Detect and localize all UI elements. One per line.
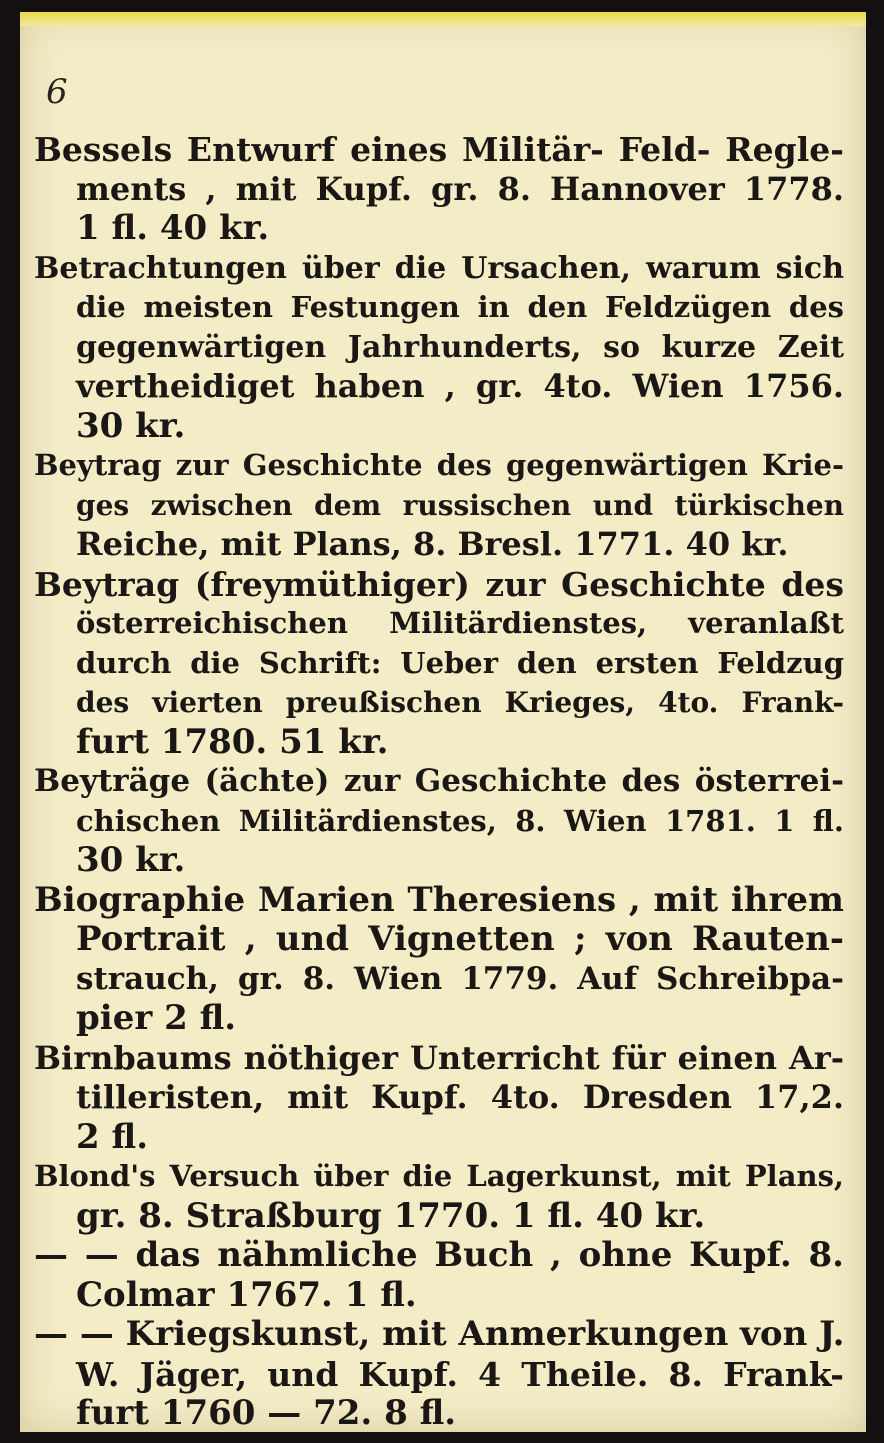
entry-line: tilleristen, mit Kupf. 4to. Dresden 17,2. bbox=[76, 1078, 844, 1116]
entry-line: vertheidiget haben , gr. 4to. Wien 1756. bbox=[76, 367, 844, 405]
entry-line: 30 kr. bbox=[76, 405, 186, 446]
entry-line: strauch, gr. 8. Wien 1779. Auf Schreibpa- bbox=[76, 960, 844, 997]
bibliography-entry bbox=[34, 881, 844, 1039]
bibliography-entry bbox=[34, 1157, 844, 1236]
entry-line: Reiche, mit Plans, 8. Bresl. 1771. 40 kr. bbox=[76, 525, 789, 563]
entry-line: gr. 8. Straßburg 1770. 1 fl. 40 kr. bbox=[76, 1195, 706, 1236]
entry-line: des vierten preußischen Krieges, 4to. Frank- bbox=[76, 686, 844, 719]
bibliography-entry bbox=[34, 446, 844, 565]
entry-line: 30 kr. bbox=[76, 840, 186, 880]
entry-line: — — Kriegskunst, mit Anmerkungen von J. bbox=[34, 1314, 845, 1354]
entry-line: ments , mit Kupf. gr. 8. Hannover 1778. bbox=[76, 169, 844, 208]
entry-line: Beytrag (freymüthiger) zur Geschichte des bbox=[34, 564, 844, 604]
bibliography-entry bbox=[34, 762, 844, 881]
entry-line: österreichischen Militärdienstes, veranlaßt bbox=[76, 606, 844, 640]
entry-line: chischen Militärdienstes, 8. Wien 1781. 1 fl. bbox=[76, 803, 844, 838]
entry-line: ges zwischen dem russischen und türkischen bbox=[76, 488, 844, 522]
book-page bbox=[20, 12, 866, 1432]
entry-line: die meisten Festungen in den Feldzügen des bbox=[76, 290, 844, 324]
entry-line: Bessels Entwurf eines Militär- Feld- Regle- bbox=[34, 130, 844, 169]
bibliography-entries bbox=[34, 130, 844, 1432]
entry-line: Betrachtungen über die Ursachen, warum sich bbox=[34, 250, 844, 286]
bibliography-entry bbox=[34, 1236, 844, 1315]
bibliography-entry bbox=[34, 130, 844, 249]
entry-line: W. Jäger, und Kupf. 4 Theile. 8. Frank- bbox=[76, 1354, 844, 1394]
bibliography-entry bbox=[34, 565, 844, 763]
entry-line: furt 1780. 51 kr. bbox=[76, 721, 389, 762]
entry-line: Beytrag zur Geschichte des gegenwärtigen Krie- bbox=[34, 448, 844, 482]
entry-line: Biographie Marien Theresiens , mit ihrem bbox=[34, 879, 844, 920]
entry-line: gegenwärtigen Jahrhunderts, so kurze Zeit bbox=[76, 329, 844, 365]
entry-line: Blond's Versuch über die Lagerkunst, mit Plans, bbox=[34, 1159, 844, 1193]
bibliography-entry bbox=[34, 249, 844, 447]
entry-line: Beyträge (ächte) zur Geschichte des österrei- bbox=[34, 763, 844, 799]
entry-line: 2 fl. bbox=[76, 1116, 149, 1157]
bibliography-entry bbox=[34, 1315, 844, 1432]
entry-line: furt 1760 — 72. 8 fl. bbox=[76, 1393, 457, 1432]
entry-line: Colmar 1767. 1 fl. bbox=[76, 1274, 417, 1315]
page-number: 6 bbox=[46, 72, 68, 112]
entry-line: Birnbaums nöthiger Unterricht für einen Ar- bbox=[34, 1038, 844, 1077]
entry-line: pier 2 fl. bbox=[76, 998, 237, 1038]
page-top-edge bbox=[20, 12, 866, 26]
entry-line: — — das nähmliche Buch , ohne Kupf. 8. bbox=[34, 1235, 844, 1275]
bibliography-entry bbox=[34, 1039, 844, 1158]
entry-line: durch die Schrift: Ueber den ersten Feldzug bbox=[76, 645, 844, 680]
entry-line: Portrait , und Vignetten ; von Rauten- bbox=[76, 919, 844, 959]
entry-line: 1 fl. 40 kr. bbox=[76, 208, 270, 248]
